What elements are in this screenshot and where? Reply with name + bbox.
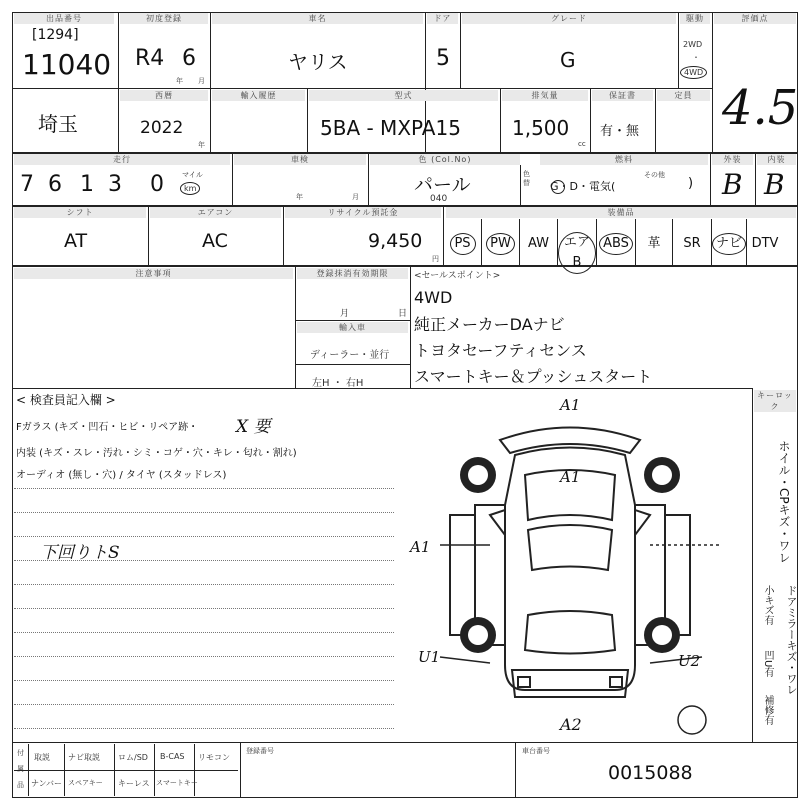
acc-remote: リモコン (198, 753, 230, 762)
inspection-header: 車検 (234, 154, 366, 165)
chassis-number: 0015088 (608, 762, 693, 784)
car-name: ヤリス (288, 50, 348, 74)
glass-mark: X 要 (236, 417, 271, 437)
inspector-line-glass: Fガラス (キズ・凹石・ヒビ・リペア跡・ (16, 422, 199, 433)
sales-point-1: 4WD (414, 288, 453, 307)
capacity-header: 定員 (657, 90, 710, 101)
fuel-header: 燃料 (540, 154, 708, 165)
equipment-item (673, 232, 711, 256)
first-reg-era: R4 (135, 46, 165, 71)
accessories-table (14, 744, 238, 796)
import-header: 輸入履歴 (212, 90, 305, 101)
exterior-rating: B (722, 168, 743, 201)
sales-points-header: <セールスポイント> (414, 271, 501, 281)
fuel-close: ) (688, 176, 694, 191)
equipment-item (636, 232, 672, 256)
model-code: 5BA - MXPA15 (320, 116, 461, 140)
lot-number: 11040 (22, 48, 112, 81)
car-name-header: 車名 (212, 13, 423, 24)
exterior-header: 外装 (712, 154, 753, 165)
mark-rear: A2 (560, 715, 582, 734)
accessories-label-1: 付 (17, 749, 24, 757)
mileage-header: 走行 (14, 154, 230, 165)
inspector-line-audio: オーディオ (無し・穴) / タイヤ (スタッドレス) (16, 470, 227, 481)
inspection-month-unit: 月 (352, 193, 359, 201)
interior-header: 内装 (757, 154, 796, 165)
displacement-unit: cc (578, 140, 586, 148)
warranty-value: 有・無 (600, 124, 640, 139)
import-car-label: 輸入車 (297, 322, 408, 333)
grade-header: グレード (462, 13, 676, 24)
warranty-header: 保証書 (592, 90, 653, 101)
mark-front: A1 (560, 396, 581, 414)
doors-value: 5 (436, 46, 450, 71)
interior-rating: B (764, 168, 785, 201)
accessories-label-2: 属 (17, 765, 24, 773)
side-note-2: 小キズ有 (762, 585, 773, 625)
inspector-line-interior: 内装 (キズ・スレ・汚れ・シミ・コゲ・穴・キレ・匂れ・割れ) (16, 448, 297, 459)
first-reg-month: 6 (182, 46, 196, 71)
inspection-year-unit: 年 (296, 193, 303, 201)
acc-bcas: B-CAS (160, 752, 185, 761)
equipment-label: エアB (558, 232, 596, 274)
side-note-5: 補修有 (762, 695, 773, 725)
mark-left-side: A1 (410, 538, 431, 556)
mileage-digit-4: 3 (108, 172, 122, 197)
color-code: 040 (430, 194, 448, 204)
equipment-header: 装備品 (446, 207, 796, 218)
lot-code: [1294] (32, 27, 79, 43)
aircon-header: エアコン (150, 207, 281, 218)
acc-navi-manual: ナビ取説 (68, 753, 100, 762)
acc-rom-sd: ロム/SD (118, 753, 148, 762)
drive-header: 駆動 (680, 13, 710, 24)
acc-spare-key: スペアキー (68, 779, 103, 787)
equipment-item (747, 232, 783, 256)
grade-value: G (560, 48, 576, 72)
side-note-1: ホイル・CPキズ・ワレ (777, 440, 791, 564)
drive-2wd: 2WD (683, 40, 703, 49)
score-value: 4.5 (722, 80, 799, 136)
mileage-digit-5: 0 (150, 172, 164, 197)
equipment-label: PW (486, 233, 515, 255)
chassis-label: 車台番号 (522, 747, 550, 755)
inspector-notes-title: < 検査員記入欄 > (16, 393, 116, 407)
color-change-label: 色替 (523, 170, 530, 187)
mark-right-rear: U2 (678, 652, 701, 670)
equipment-item (597, 232, 635, 256)
mark-left-rear: U1 (418, 648, 441, 666)
score-header: 評価点 (714, 13, 796, 24)
key-lock-header: キーロック (754, 390, 796, 412)
equipment-label: ナビ (712, 233, 746, 255)
displacement-value: 1,500 (512, 116, 570, 140)
fuel-options: G・D・電気( (550, 180, 616, 193)
equipment-label: ABS (599, 233, 633, 255)
side-note-3: ドアミラーキズ・ワレ (785, 585, 798, 695)
reg-expiry-header: 登録抹消有効期限 (297, 268, 408, 279)
dealer-label: ディーラー・並行 (310, 350, 390, 361)
equipment-label: PS (450, 233, 476, 255)
equipment-item (712, 232, 746, 256)
mileage-unit-mile: マイル (182, 171, 203, 179)
acc-number: ナンバー (31, 779, 63, 788)
equipment-label: SR (683, 236, 701, 251)
mileage-unit-km: km (180, 182, 200, 195)
first-reg-header: 初度登録 (120, 13, 208, 24)
acc-manual: 取説 (34, 753, 50, 762)
region-value: 埼玉 (38, 112, 78, 136)
shift-value: AT (64, 230, 88, 252)
equipment-label: AW (527, 236, 550, 251)
color-header: 色 (Col.No) (370, 154, 520, 165)
doors-header: ドア (427, 13, 458, 24)
month-unit: 月 (198, 77, 205, 85)
equipment-item (558, 232, 596, 270)
mileage-digit-3: 1 (80, 172, 94, 197)
handwritten-note: 下回りトS (40, 543, 120, 563)
sales-point-4: スマートキー＆プッシュスタート (414, 367, 653, 386)
model-header: 型式 (309, 90, 498, 101)
recycle-header: リサイクル預託金 (285, 207, 441, 218)
reg-no-label: 登録番号 (246, 747, 274, 755)
fuel-other: その他 (644, 171, 665, 179)
lot-header: 出品番号 (14, 13, 114, 24)
shift-header: シフト (14, 207, 146, 218)
recycle-amount: 9,450 (368, 230, 423, 252)
color-name: パール (414, 174, 471, 196)
mark-hood: A1 (560, 468, 581, 486)
equipment-label: 革 (647, 236, 661, 251)
acc-smart-key: スマートキー (156, 779, 198, 787)
expiry-month: 月 (340, 309, 350, 319)
handle-label: 左H ・ 右H (312, 378, 364, 389)
acc-keyless: キーレス (118, 779, 150, 788)
car-diagram (420, 395, 720, 740)
year-unit: 年 (176, 77, 183, 85)
equipment-item (520, 232, 557, 256)
mileage-digit-1: 7 (20, 172, 34, 197)
sales-point-3: トヨタセーフティセンス (414, 341, 587, 360)
displacement-header: 排気量 (502, 90, 588, 101)
side-note-4: 凹U有 (762, 650, 773, 678)
expiry-day: 日 (398, 309, 408, 319)
drive-4wd: 4WD (680, 66, 707, 79)
recycle-unit: 円 (432, 255, 439, 263)
aircon-value: AC (202, 230, 228, 252)
cautions-header: 注意事項 (14, 268, 293, 279)
year-header: 西暦 (120, 90, 208, 101)
sales-point-2: 純正メーカーDAナビ (414, 315, 565, 334)
mileage-digit-2: 6 (48, 172, 62, 197)
model-year: 2022 (140, 118, 184, 138)
accessories-label-3: 品 (17, 781, 24, 789)
model-year-unit: 年 (198, 141, 205, 149)
equipment-item (482, 232, 519, 256)
equipment-label: DTV (751, 236, 779, 251)
equipment-item (444, 232, 481, 256)
